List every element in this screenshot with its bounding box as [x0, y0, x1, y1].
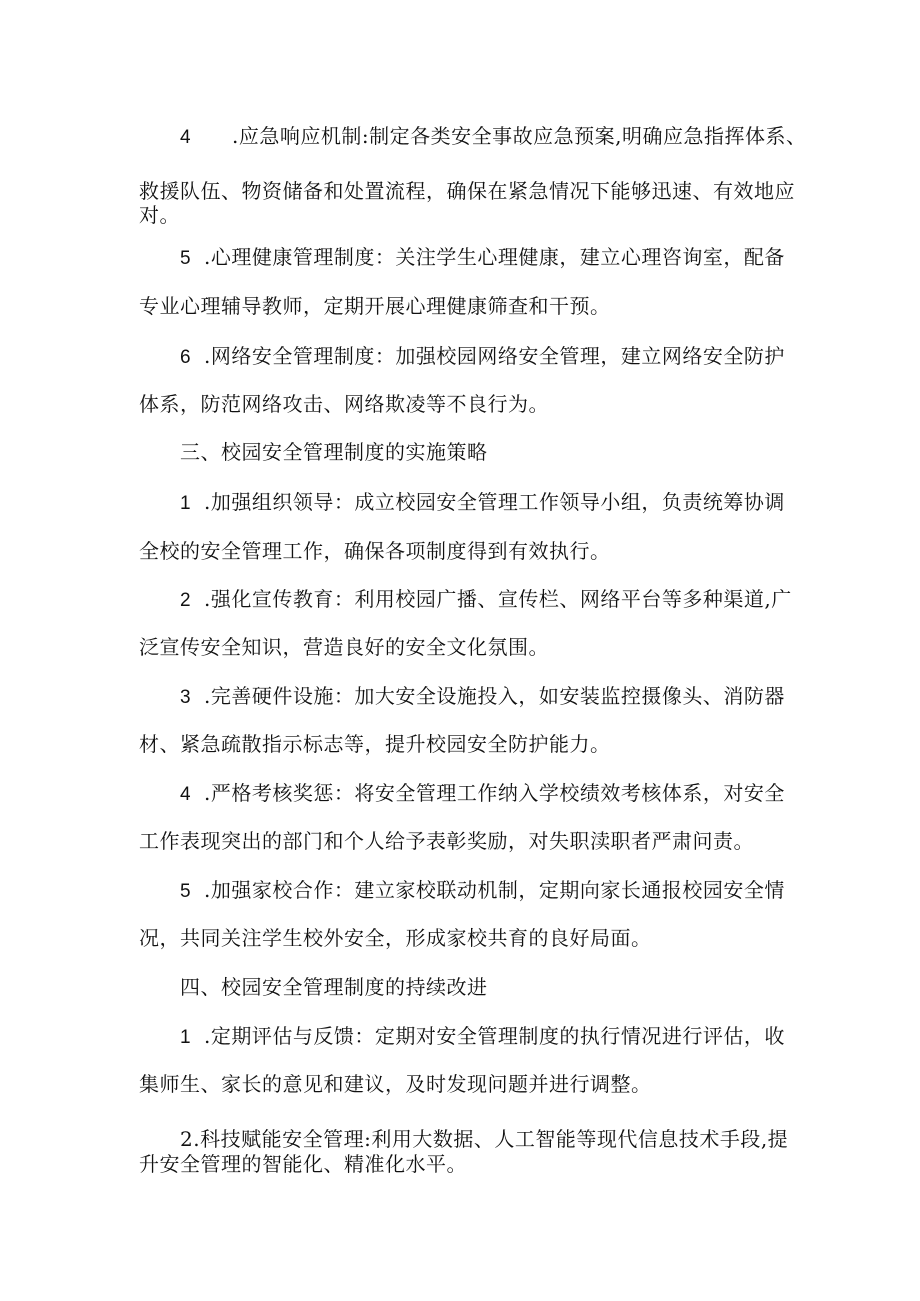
paragraph-line: 泛宣传安全知识，营造良好的安全文化氛围。	[139, 635, 549, 659]
paragraph-line: 况，共同关注学生校外安全，形成家校共育的良好局面。	[139, 926, 652, 950]
item-number: 3	[180, 687, 192, 708]
paragraph-line	[180, 684, 785, 710]
item-text: .应急响应机制:制定各类安全事故应急预案,明确应急指挥体系、	[232, 124, 807, 148]
item-number: 2	[180, 590, 192, 611]
section-heading: 四、校园安全管理制度的持续改进	[180, 975, 488, 999]
paragraph-line: 全校的安全管理工作，确保各项制度得到有效执行。	[139, 539, 611, 563]
item-text: .加强组织领导：成立校园安全管理工作领导小组，负责统筹协调	[204, 490, 785, 514]
paragraph-line: 工作表现突出的部门和个人给予表彰奖励，对失职渎职者严肃问责。	[139, 829, 754, 853]
item-number: 1	[180, 493, 192, 514]
paragraph-line	[180, 587, 792, 613]
item-number: 5	[180, 248, 192, 269]
item-number: 4	[180, 127, 192, 148]
item-text: .心理健康管理制度：关注学生心理健康，建立心理咨询室，配备	[204, 245, 785, 269]
paragraph-line: 对。	[139, 203, 180, 227]
item-text: .加强家校合作：建立家校联动机制，定期向家长通报校园安全情	[204, 878, 785, 902]
paragraph-line: 救援队伍、物资储备和处置流程，确保在紧急情况下能够迅速、有效地应	[139, 179, 795, 203]
section-heading: 三、校园安全管理制度的实施策略	[180, 440, 488, 464]
paragraph-line: 集师生、家长的意见和建议，及时发现问题并进行调整。	[139, 1072, 652, 1096]
item-number: 5	[180, 881, 192, 902]
paragraph-line: 专业心理辅导教师，定期开展心理健康筛查和干预。	[139, 294, 611, 318]
paragraph-line: 升安全管理的智能化、精准化水平。	[139, 1152, 467, 1176]
paragraph-line	[180, 245, 785, 271]
item-text: .严格考核奖惩：将安全管理工作纳入学校绩效考核体系，对安全	[204, 781, 785, 805]
item-text: .定期评估与反馈：定期对安全管理制度的执行情况进行评估，收	[204, 1024, 785, 1048]
item-number: 4	[180, 784, 192, 805]
paragraph-line	[180, 1024, 785, 1050]
item-number: 6	[180, 347, 192, 368]
item-text: .强化宣传教育：利用校园广播、宣传栏、网络平台等多种渠道,广	[204, 587, 792, 611]
paragraph-line	[180, 490, 785, 516]
item-number: 1	[180, 1027, 192, 1048]
paragraph-line	[180, 344, 785, 370]
item-text: .完善硬件设施：加大安全设施投入，如安装监控摄像头、消防器	[204, 684, 785, 708]
paragraph-line: 体系，防范网络攻击、网络欺凌等不良行为。	[139, 392, 549, 416]
item-text: .网络安全管理制度：加强校园网络安全管理，建立网络安全防护	[204, 344, 785, 368]
paragraph-line	[180, 124, 806, 150]
paragraph-line	[180, 878, 785, 904]
paragraph-line: 材、紧急疏散指示标志等，提升校园安全防护能力。	[139, 732, 611, 756]
paragraph-line	[180, 781, 785, 807]
paragraph-line: 2.科技赋能安全管理:利用大数据、人工智能等现代信息技术手段,提	[180, 1127, 789, 1151]
